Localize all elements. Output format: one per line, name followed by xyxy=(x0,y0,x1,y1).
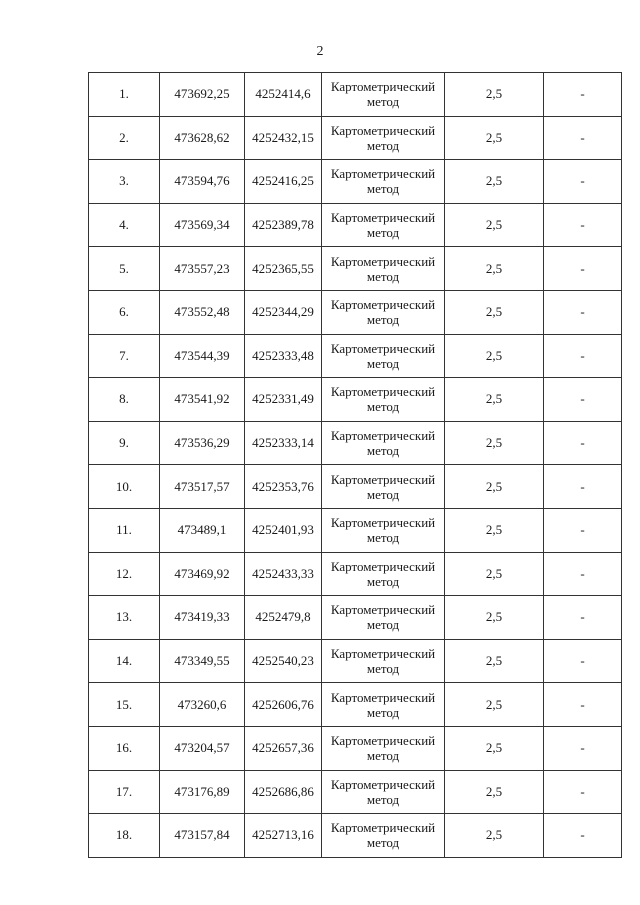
y-coordinate-cell: 4252713,16 xyxy=(245,814,322,858)
y-coordinate-cell: 4252389,78 xyxy=(245,203,322,247)
point-number-cell: 18. xyxy=(89,814,160,858)
point-number-cell: 2. xyxy=(89,116,160,160)
x-coordinate-cell: 473349,55 xyxy=(160,639,245,683)
method-cell xyxy=(322,203,445,247)
method-line-1: Картометрический xyxy=(330,428,436,444)
table-row xyxy=(89,726,622,770)
table-row xyxy=(89,596,622,640)
point-number-cell: 11. xyxy=(89,508,160,552)
y-coordinate-cell: 4252331,49 xyxy=(245,378,322,422)
method-line-2: метод xyxy=(366,835,400,851)
method-cell xyxy=(322,160,445,204)
x-coordinate-cell: 473489,1 xyxy=(160,508,245,552)
method-line-1: Картометрический xyxy=(330,253,436,269)
method-cell xyxy=(322,726,445,770)
accuracy-cell: 2,5 xyxy=(445,378,544,422)
table-row xyxy=(89,770,622,814)
method-cell xyxy=(322,378,445,422)
table-row xyxy=(89,160,622,204)
method-line-2: метод xyxy=(366,94,400,110)
accuracy-cell: 2,5 xyxy=(445,814,544,858)
method-cell xyxy=(322,814,445,858)
accuracy-cell: 2,5 xyxy=(445,247,544,291)
point-number-cell: 12. xyxy=(89,552,160,596)
accuracy-cell: 2,5 xyxy=(445,73,544,117)
point-number-cell: 8. xyxy=(89,378,160,422)
x-coordinate-cell: 473594,76 xyxy=(160,160,245,204)
method-line-2: метод xyxy=(366,355,400,371)
y-coordinate-cell: 4252479,8 xyxy=(245,596,322,640)
y-coordinate-cell: 4252414,6 xyxy=(245,73,322,117)
description-cell: - xyxy=(544,203,622,247)
description-cell: - xyxy=(544,552,622,596)
method-line-2: метод xyxy=(366,137,400,153)
method-cell xyxy=(322,683,445,727)
accuracy-cell: 2,5 xyxy=(445,683,544,727)
method-line-2: метод xyxy=(366,268,400,284)
x-coordinate-cell: 473557,23 xyxy=(160,247,245,291)
x-coordinate-cell: 473176,89 xyxy=(160,770,245,814)
method-line-1: Картометрический xyxy=(330,471,436,487)
table-row xyxy=(89,421,622,465)
method-cell xyxy=(322,552,445,596)
method-line-1: Картометрический xyxy=(330,384,436,400)
method-line-2: метод xyxy=(366,791,400,807)
method-cell xyxy=(322,247,445,291)
method-cell xyxy=(322,508,445,552)
method-cell xyxy=(322,73,445,117)
table-row xyxy=(89,552,622,596)
table-row xyxy=(89,290,622,334)
method-line-1: Картометрический xyxy=(330,733,436,749)
table-row xyxy=(89,334,622,378)
table-row xyxy=(89,378,622,422)
accuracy-cell: 2,5 xyxy=(445,639,544,683)
point-number-cell: 1. xyxy=(89,73,160,117)
point-number-cell: 10. xyxy=(89,465,160,509)
point-number-cell: 6. xyxy=(89,290,160,334)
method-cell xyxy=(322,770,445,814)
description-cell: - xyxy=(544,639,622,683)
point-number-cell: 7. xyxy=(89,334,160,378)
accuracy-cell: 2,5 xyxy=(445,596,544,640)
x-coordinate-cell: 473469,92 xyxy=(160,552,245,596)
description-cell: - xyxy=(544,73,622,117)
description-cell: - xyxy=(544,421,622,465)
y-coordinate-cell: 4252401,93 xyxy=(245,508,322,552)
y-coordinate-cell: 4252365,55 xyxy=(245,247,322,291)
point-number-cell: 13. xyxy=(89,596,160,640)
method-line-2: метод xyxy=(366,312,400,328)
x-coordinate-cell: 473569,34 xyxy=(160,203,245,247)
y-coordinate-cell: 4252657,36 xyxy=(245,726,322,770)
x-coordinate-cell: 473517,57 xyxy=(160,465,245,509)
description-cell: - xyxy=(544,116,622,160)
method-line-2: метод xyxy=(366,573,400,589)
point-number-cell: 17. xyxy=(89,770,160,814)
method-line-2: метод xyxy=(366,748,400,764)
accuracy-cell: 2,5 xyxy=(445,465,544,509)
table-row xyxy=(89,814,622,858)
y-coordinate-cell: 4252416,25 xyxy=(245,160,322,204)
point-number-cell: 9. xyxy=(89,421,160,465)
x-coordinate-cell: 473541,92 xyxy=(160,378,245,422)
point-number-cell: 14. xyxy=(89,639,160,683)
y-coordinate-cell: 4252606,76 xyxy=(245,683,322,727)
method-line-1: Картометрический xyxy=(330,689,436,705)
x-coordinate-cell: 473628,62 xyxy=(160,116,245,160)
x-coordinate-cell: 473419,33 xyxy=(160,596,245,640)
description-cell: - xyxy=(544,290,622,334)
description-cell: - xyxy=(544,683,622,727)
x-coordinate-cell: 473536,29 xyxy=(160,421,245,465)
method-cell xyxy=(322,596,445,640)
x-coordinate-cell: 473692,25 xyxy=(160,73,245,117)
method-line-1: Картометрический xyxy=(330,79,436,95)
method-line-2: метод xyxy=(366,530,400,546)
x-coordinate-cell: 473552,48 xyxy=(160,290,245,334)
accuracy-cell: 2,5 xyxy=(445,116,544,160)
method-line-1: Картометрический xyxy=(330,776,436,792)
table-row xyxy=(89,203,622,247)
method-line-2: метод xyxy=(366,225,400,241)
description-cell: - xyxy=(544,770,622,814)
method-line-1: Картометрический xyxy=(330,340,436,356)
table-row xyxy=(89,508,622,552)
x-coordinate-cell: 473260,6 xyxy=(160,683,245,727)
description-cell: - xyxy=(544,378,622,422)
y-coordinate-cell: 4252333,14 xyxy=(245,421,322,465)
method-line-1: Картометрический xyxy=(330,820,436,836)
description-cell: - xyxy=(544,596,622,640)
method-cell xyxy=(322,639,445,683)
y-coordinate-cell: 4252433,33 xyxy=(245,552,322,596)
table-row xyxy=(89,247,622,291)
x-coordinate-cell: 473544,39 xyxy=(160,334,245,378)
table-row xyxy=(89,116,622,160)
table-row xyxy=(89,683,622,727)
method-cell xyxy=(322,421,445,465)
description-cell: - xyxy=(544,726,622,770)
method-line-2: метод xyxy=(366,181,400,197)
y-coordinate-cell: 4252353,76 xyxy=(245,465,322,509)
point-number-cell: 3. xyxy=(89,160,160,204)
method-line-1: Картометрический xyxy=(330,602,436,618)
description-cell: - xyxy=(544,160,622,204)
method-cell xyxy=(322,334,445,378)
accuracy-cell: 2,5 xyxy=(445,160,544,204)
point-number-cell: 5. xyxy=(89,247,160,291)
accuracy-cell: 2,5 xyxy=(445,726,544,770)
accuracy-cell: 2,5 xyxy=(445,552,544,596)
y-coordinate-cell: 4252686,86 xyxy=(245,770,322,814)
accuracy-cell: 2,5 xyxy=(445,770,544,814)
method-line-1: Картометрический xyxy=(330,646,436,662)
method-line-2: метод xyxy=(366,661,400,677)
description-cell: - xyxy=(544,247,622,291)
point-number-cell: 4. xyxy=(89,203,160,247)
y-coordinate-cell: 4252540,23 xyxy=(245,639,322,683)
method-line-2: метод xyxy=(366,399,400,415)
method-cell xyxy=(322,116,445,160)
accuracy-cell: 2,5 xyxy=(445,334,544,378)
y-coordinate-cell: 4252432,15 xyxy=(245,116,322,160)
y-coordinate-cell: 4252344,29 xyxy=(245,290,322,334)
method-line-2: метод xyxy=(366,704,400,720)
description-cell: - xyxy=(544,465,622,509)
coordinates-table xyxy=(88,72,622,858)
method-cell xyxy=(322,465,445,509)
description-cell: - xyxy=(544,334,622,378)
accuracy-cell: 2,5 xyxy=(445,290,544,334)
table-body xyxy=(89,73,622,858)
method-line-1: Картометрический xyxy=(330,297,436,313)
accuracy-cell: 2,5 xyxy=(445,421,544,465)
method-line-1: Картометрический xyxy=(330,515,436,531)
method-line-2: метод xyxy=(366,486,400,502)
accuracy-cell: 2,5 xyxy=(445,203,544,247)
method-line-2: метод xyxy=(366,617,400,633)
y-coordinate-cell: 4252333,48 xyxy=(245,334,322,378)
method-line-1: Картометрический xyxy=(330,122,436,138)
method-line-1: Картометрический xyxy=(330,210,436,226)
table-row xyxy=(89,639,622,683)
accuracy-cell: 2,5 xyxy=(445,508,544,552)
point-number-cell: 16. xyxy=(89,726,160,770)
x-coordinate-cell: 473204,57 xyxy=(160,726,245,770)
table-row xyxy=(89,465,622,509)
point-number-cell: 15. xyxy=(89,683,160,727)
description-cell: - xyxy=(544,814,622,858)
x-coordinate-cell: 473157,84 xyxy=(160,814,245,858)
method-line-1: Картометрический xyxy=(330,558,436,574)
method-line-1: Картометрический xyxy=(330,166,436,182)
table-row xyxy=(89,73,622,117)
description-cell: - xyxy=(544,508,622,552)
method-line-2: метод xyxy=(366,443,400,459)
method-cell xyxy=(322,290,445,334)
page-number: 2 xyxy=(316,44,324,59)
